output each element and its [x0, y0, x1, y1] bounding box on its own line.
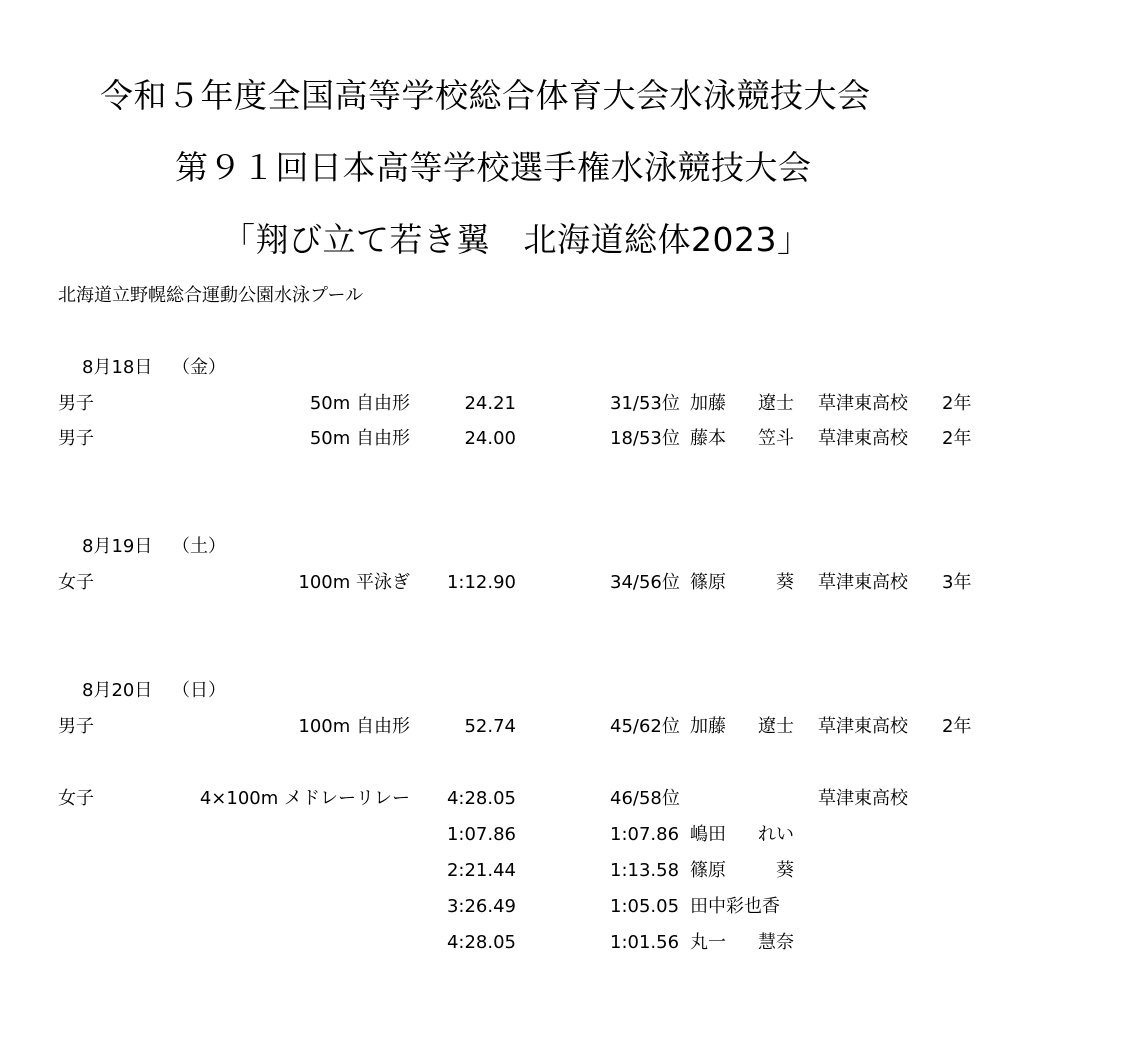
day-date: 8月19日 — [82, 536, 153, 557]
time: 4:28.05 — [446, 788, 516, 809]
rank: 46/58位 — [610, 788, 680, 809]
name-last: 遼士 — [758, 716, 794, 737]
split-time: 1:07.86 — [610, 824, 680, 845]
day-date: 8月18日 — [82, 357, 153, 378]
school: 草津東高校 — [818, 788, 908, 809]
time: 52.74 — [464, 716, 516, 737]
day-weekday: （金） — [172, 357, 226, 378]
name-first: 嶋田 — [690, 824, 726, 845]
sex: 男子 — [58, 393, 94, 414]
rank: 34/56位 — [610, 572, 680, 593]
event: 50m 自由形 — [309, 428, 410, 449]
rank: 18/53位 — [610, 428, 680, 449]
name-first: 加藤 — [690, 393, 726, 414]
name-last: 笠斗 — [758, 428, 794, 449]
grade: 2年 — [942, 428, 972, 449]
name-first: 丸一 — [690, 932, 726, 953]
swimmer-name — [690, 571, 794, 595]
cumulative-time: 4:28.05 — [446, 932, 516, 953]
name-first: 藤本 — [690, 428, 726, 449]
event: 50m 自由形 — [309, 393, 410, 414]
day-date: 8月20日 — [82, 680, 153, 701]
school: 草津東高校 — [818, 716, 908, 737]
cumulative-time: 3:26.49 — [446, 896, 516, 917]
name-first: 加藤 — [690, 716, 726, 737]
sex: 男子 — [58, 716, 94, 737]
school: 草津東高校 — [818, 393, 908, 414]
swimmer-name — [690, 859, 794, 883]
event: 100m 平泳ぎ — [298, 572, 410, 593]
cumulative-time: 2:21.44 — [446, 860, 516, 881]
swimmer-name — [690, 823, 794, 847]
time: 24.21 — [464, 393, 516, 414]
name-last: れい — [758, 824, 794, 845]
event: 100m 自由形 — [298, 716, 410, 737]
time: 24.00 — [464, 428, 516, 449]
title-line-3: 「翔び立て若き翼 北海道総体2023」 — [222, 220, 811, 259]
name-first: 篠原 — [690, 860, 726, 881]
school: 草津東高校 — [818, 572, 908, 593]
name-first: 田中彩也香 — [690, 896, 780, 917]
grade: 3年 — [942, 572, 972, 593]
cumulative-time: 1:07.86 — [446, 824, 516, 845]
sex: 女子 — [58, 572, 94, 593]
swimmer-name — [690, 392, 794, 416]
name-first: 篠原 — [690, 572, 726, 593]
day-weekday: （日） — [172, 680, 226, 701]
venue: 北海道立野幌総合運動公園水泳プール — [58, 285, 364, 306]
name-last: 遼士 — [758, 393, 794, 414]
name-last: 葵 — [776, 860, 794, 881]
title-line-2: 第９１回日本高等学校選手権水泳競技大会 — [175, 148, 812, 187]
name-last: 葵 — [776, 572, 794, 593]
swimmer-name — [690, 931, 794, 955]
rank: 45/62位 — [610, 716, 680, 737]
grade: 2年 — [942, 716, 972, 737]
sex: 男子 — [58, 428, 94, 449]
name-last: 慧奈 — [758, 932, 794, 953]
school: 草津東高校 — [818, 428, 908, 449]
title-line-1: 令和５年度全国高等学校総合体育大会水泳競技大会 — [100, 76, 871, 115]
time: 1:12.90 — [446, 572, 516, 593]
split-time: 1:05.05 — [610, 896, 680, 917]
split-time: 1:13.58 — [610, 860, 680, 881]
sex: 女子 — [58, 788, 94, 809]
split-time: 1:01.56 — [610, 932, 680, 953]
rank: 31/53位 — [610, 393, 680, 414]
swimmer-name — [690, 427, 794, 451]
swimmer-name — [690, 895, 794, 919]
grade: 2年 — [942, 393, 972, 414]
event: 4×100m メドレーリレー — [199, 788, 410, 809]
day-weekday: （土） — [172, 536, 226, 557]
swimmer-name — [690, 715, 794, 739]
